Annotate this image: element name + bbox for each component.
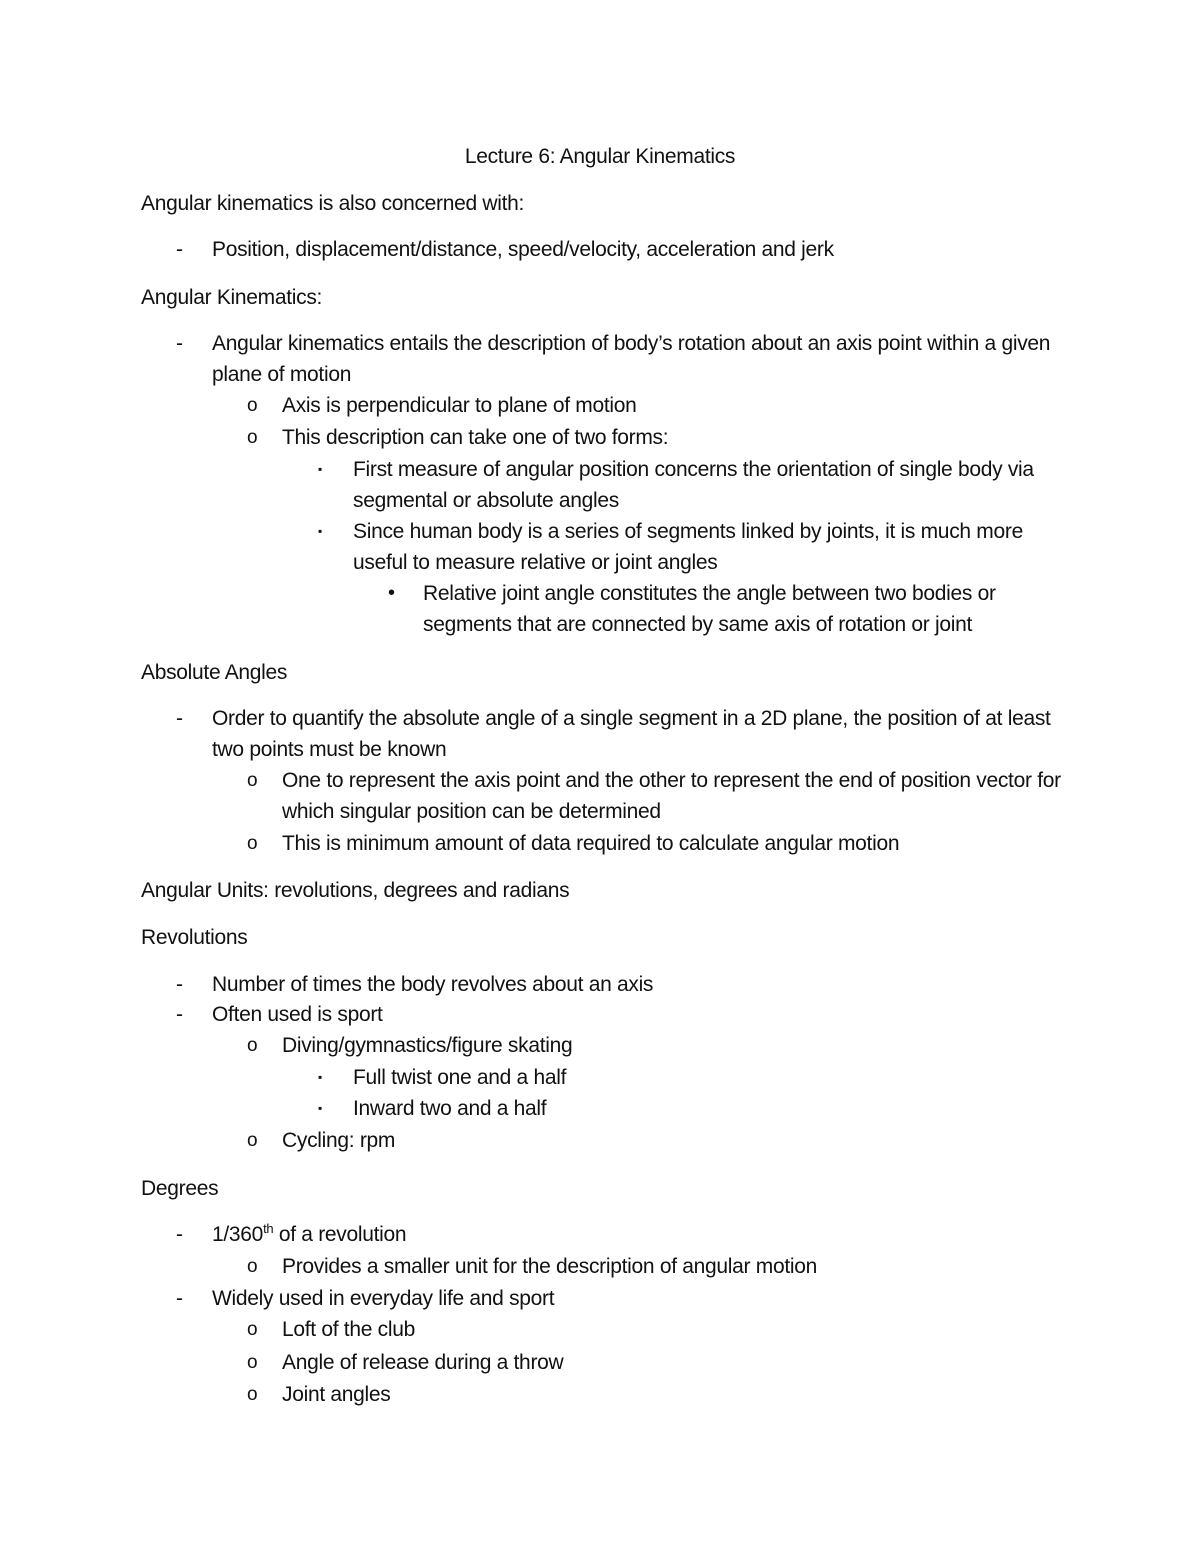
list-item: Often used is sport bbox=[212, 1003, 383, 1026]
section-heading-intro: Angular kinematics is also concerned with: bbox=[141, 192, 525, 215]
circle-bullet: o bbox=[247, 1130, 258, 1151]
list-item: Inward two and a half bbox=[353, 1097, 547, 1120]
revolution-text: of a revolution bbox=[273, 1223, 407, 1246]
section-heading-angular-units: Angular Units: revolutions, degrees and radians bbox=[141, 879, 570, 902]
circle-bullet: o bbox=[247, 1256, 258, 1277]
circle-bullet: o bbox=[247, 770, 258, 791]
circle-bullet: o bbox=[247, 427, 258, 448]
dot-bullet: • bbox=[388, 582, 396, 604]
list-item: Full twist one and a half bbox=[353, 1066, 567, 1089]
square-bullet: ▪ bbox=[318, 1070, 323, 1084]
list-item: Angular kinematics entails the description of body’s rotation about an axis point within a given plane of motion bbox=[212, 332, 1051, 386]
list-item: Position, displacement/distance, speed/velocity, acceleration and jerk bbox=[212, 238, 834, 261]
circle-bullet: o bbox=[247, 1384, 258, 1405]
dash-bullet: - bbox=[176, 707, 183, 730]
dash-bullet: - bbox=[176, 332, 183, 355]
dash-bullet: - bbox=[176, 1223, 183, 1246]
circle-bullet: o bbox=[247, 833, 258, 854]
list-item: Widely used in everyday life and sport bbox=[212, 1287, 555, 1310]
list-item: One to represent the axis point and the other to represent the end of position vector for which singular position can be determined bbox=[282, 769, 1061, 823]
section-heading-degrees: Degrees bbox=[141, 1177, 219, 1200]
list-item: Cycling: rpm bbox=[282, 1129, 396, 1152]
list-item: Order to quantify the absolute angle of a single segment in a 2D plane, the position of at least two points must be known bbox=[212, 707, 1051, 761]
circle-bullet: o bbox=[247, 1352, 258, 1373]
fraction-text: 1/360 bbox=[212, 1223, 264, 1246]
list-item: Provides a smaller unit for the description of angular motion bbox=[282, 1255, 817, 1278]
circle-bullet: o bbox=[247, 395, 258, 416]
list-item: Since human body is a series of segments linked by joints, it is much more useful to measure relative or joint angles bbox=[353, 520, 1023, 574]
list-item: Loft of the club bbox=[282, 1318, 415, 1341]
square-bullet: ▪ bbox=[318, 1101, 323, 1115]
list-item bbox=[212, 1219, 1072, 1250]
section-heading-absolute-angles: Absolute Angles bbox=[141, 661, 288, 684]
list-item: Relative joint angle constitutes the angle between two bodies or segments that are connected by same axis of rotation or joint bbox=[423, 582, 996, 636]
dash-bullet: - bbox=[176, 973, 183, 996]
list-item: This description can take one of two forms: bbox=[282, 426, 669, 449]
section-heading-angular-kinematics: Angular Kinematics: bbox=[141, 286, 323, 309]
list-item: Angle of release during a throw bbox=[282, 1351, 564, 1374]
square-bullet: ▪ bbox=[318, 524, 323, 538]
list-item: First measure of angular position concerns the orientation of single body via segmental or absolute angles bbox=[353, 458, 1034, 512]
circle-bullet: o bbox=[247, 1319, 258, 1340]
section-heading-revolutions: Revolutions bbox=[141, 926, 248, 949]
square-bullet: ▪ bbox=[318, 462, 323, 476]
dash-bullet: - bbox=[176, 1003, 183, 1026]
list-item: Axis is perpendicular to plane of motion bbox=[282, 394, 637, 417]
dash-bullet: - bbox=[176, 238, 183, 261]
circle-bullet: o bbox=[247, 1035, 258, 1056]
dash-bullet: - bbox=[176, 1287, 183, 1310]
list-item: This is minimum amount of data required to calculate angular motion bbox=[282, 832, 900, 855]
list-item: Joint angles bbox=[282, 1383, 391, 1406]
list-item: Diving/gymnastics/figure skating bbox=[282, 1034, 573, 1057]
list-item: Number of times the body revolves about an axis bbox=[212, 973, 654, 996]
ordinal-superscript: th bbox=[263, 1221, 274, 1236]
page-title: Lecture 6: Angular Kinematics bbox=[464, 145, 736, 168]
